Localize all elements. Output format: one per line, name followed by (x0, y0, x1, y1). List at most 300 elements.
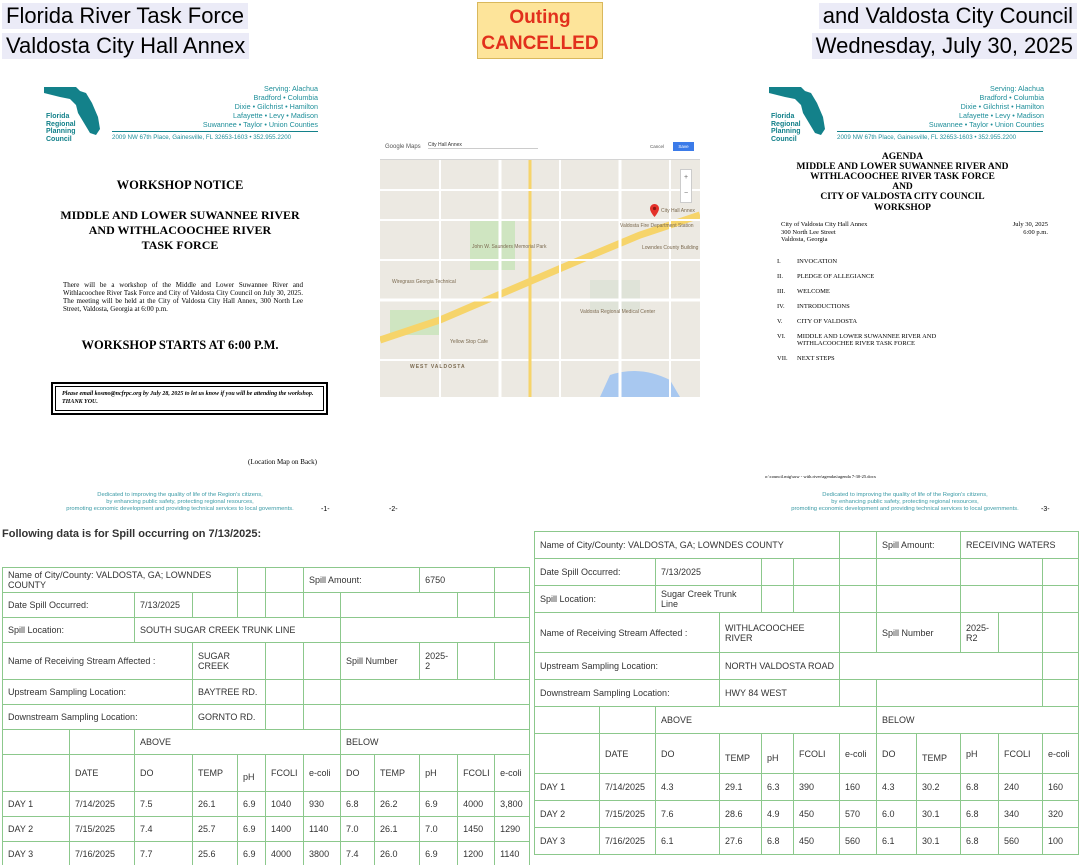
empty-cell (3, 730, 70, 755)
spill-number-label: Spill Number (341, 643, 420, 680)
table-cell: 4.3 (877, 774, 917, 801)
column-header: DATE (70, 755, 135, 792)
serving-line: Dixie • Gilchrist • Hamilton (234, 102, 318, 111)
org-line: Regional (46, 120, 76, 128)
table-cell: 1140 (304, 817, 341, 842)
downstream-value: HWY 84 WEST (720, 680, 840, 707)
column-header: TEMP (375, 755, 420, 792)
agenda-item-text: INTRODUCTIONS (797, 303, 850, 310)
table-cell: 7.0 (420, 817, 458, 842)
spill-amount-value: RECEIVING WATERS (961, 532, 1079, 559)
map-label: WEST VALDOSTA (410, 364, 466, 370)
notice-subtitle-1: MIDDLE AND LOWER SUWANNEE RIVER (60, 208, 300, 222)
table-cell: 100 (1043, 828, 1079, 855)
agenda-item-text: PLEDGE OF ALLEGIANCE (797, 273, 875, 280)
spill-number-value: 2025-2 (420, 643, 458, 680)
empty-cell (961, 586, 1043, 613)
agenda-title: CITY OF VALDOSTA CITY COUNCIL (820, 192, 985, 202)
empty-cell (238, 593, 266, 618)
table-row (535, 707, 1079, 734)
column-header: DATE (600, 734, 656, 774)
table-cell: 160 (840, 774, 877, 801)
agenda-title: WITHLACOOCHEE RIVER TASK FORCE (810, 172, 995, 182)
agenda-item-text: CITY OF VALDOSTA (797, 318, 858, 325)
serving-line: Bradford • Columbia (979, 93, 1044, 102)
table-cell: 240 (999, 774, 1043, 801)
column-header: DO (877, 734, 917, 774)
cancelled-notice-line2: CANCELLED (481, 33, 599, 54)
downstream-label: Downstream Sampling Location: (535, 680, 720, 707)
page-number: -1- (321, 506, 330, 513)
table-cell: 26.1 (193, 792, 238, 817)
table-cell: 7.4 (341, 842, 375, 865)
agenda-title: AND (892, 182, 913, 192)
column-header: TEMP (720, 734, 762, 774)
table-cell: DAY 3 (535, 828, 600, 855)
column-header: DO (135, 755, 193, 792)
empty-cell (193, 593, 238, 618)
empty-cell (1043, 680, 1079, 707)
table-cell: 1400 (266, 817, 304, 842)
table-cell: 30.1 (917, 801, 961, 828)
map-brand: Google Maps (385, 144, 421, 150)
serving-line: Bradford • Columbia (253, 93, 318, 102)
header-right-line1: and Valdosta City Council (819, 3, 1077, 29)
notice-title: WORKSHOP NOTICE (116, 178, 244, 192)
agenda-item-text: NEXT STEPS (797, 355, 835, 362)
location-label: Spill Location: (3, 618, 135, 643)
date-value: 7/13/2025 (135, 593, 193, 618)
table-cell: 25.6 (193, 842, 238, 865)
table-cell: 7/16/2025 (70, 842, 135, 865)
agenda-item (777, 273, 874, 281)
serving-line: Suwannee • Taylor • Union Counties (928, 120, 1044, 129)
empty-cell (1043, 586, 1079, 613)
table-row (3, 792, 530, 817)
table-cell: 1040 (266, 792, 304, 817)
table-cell: 26.2 (375, 792, 420, 817)
empty-cell (341, 593, 458, 618)
map-label: Valdosta Fire Department Station (620, 223, 694, 229)
map-label: Wiregrass Georgia Technical (392, 279, 456, 285)
column-header: FCOLI (794, 734, 840, 774)
table-cell: 6.0 (877, 801, 917, 828)
table-cell: 4.9 (762, 801, 794, 828)
column-header: pH (238, 755, 266, 792)
agenda-location (781, 221, 867, 244)
table-cell: 4.3 (656, 774, 720, 801)
spill-amount-label: Spill Amount: (304, 568, 420, 593)
org-line: Florida (46, 113, 70, 120)
column-header: FCOLI (458, 755, 495, 792)
column-header: TEMP (917, 734, 961, 774)
org-line: North (771, 98, 790, 105)
agenda-title: WORKSHOP (873, 203, 931, 213)
table-cell: 320 (1043, 801, 1079, 828)
table-row (3, 618, 530, 643)
empty-cell (266, 593, 304, 618)
org-line: Central (771, 105, 796, 113)
empty-cell (304, 705, 341, 730)
column-header: pH (961, 734, 999, 774)
table-cell: 3,800 (495, 792, 530, 817)
table-cell: DAY 1 (3, 792, 70, 817)
empty-cell (70, 730, 135, 755)
empty-cell (266, 705, 304, 730)
column-header: e-coli (304, 755, 341, 792)
table-cell: 1290 (495, 817, 530, 842)
map-save-button[interactable]: Save (673, 142, 694, 151)
letterhead-footer (765, 492, 1045, 513)
agenda-item-number: III. (777, 288, 786, 295)
spill-table-left (2, 567, 530, 865)
table-cell: 6.8 (341, 792, 375, 817)
rsvp-box (51, 382, 328, 415)
table-row (3, 730, 530, 755)
serving-counties (158, 84, 318, 129)
column-header: DO (341, 755, 375, 792)
column-header: FCOLI (999, 734, 1043, 774)
table-cell: 30.2 (917, 774, 961, 801)
table-cell: 930 (304, 792, 341, 817)
table-cell: 6.8 (961, 801, 999, 828)
table-cell: 7/14/2025 (70, 792, 135, 817)
table-cell: 6.1 (656, 828, 720, 855)
table-cell: 6.1 (877, 828, 917, 855)
empty-cell (961, 559, 1043, 586)
serving-counties (884, 84, 1044, 129)
agenda-filepath: o:\council.mtg\suw - with.river\agendas\agenda 7-30-25.docx (765, 474, 876, 479)
table-cell: 26.0 (375, 842, 420, 865)
table-cell: 28.6 (720, 801, 762, 828)
cancelled-notice (477, 2, 603, 59)
map-search-input[interactable]: City Hall Annex (428, 142, 538, 149)
table-cell: 25.7 (193, 817, 238, 842)
agenda-location-line: 300 North Lee Street (781, 228, 836, 236)
table-row (3, 593, 530, 618)
empty-cell (794, 559, 840, 586)
stream-value: WITHLACOOCHEE RIVER (720, 613, 840, 653)
location-label: Spill Location: (535, 586, 656, 613)
footer-line: promoting economic development and providing technical services to local governments. (66, 506, 294, 512)
empty-cell (266, 680, 304, 705)
letterhead-address: 2009 NW 67th Place, Gainesville, FL 32653-1603 • 352.955.2200 (112, 134, 292, 141)
table-cell: 7.6 (656, 801, 720, 828)
spill-amount-label: Spill Amount: (877, 532, 961, 559)
org-line: Florida (771, 113, 795, 120)
column-header: pH (420, 755, 458, 792)
agenda-item-number: I. (777, 258, 781, 265)
spill-table-right (534, 531, 1079, 855)
table-cell: 6.9 (238, 842, 266, 865)
table-cell: 6.3 (762, 774, 794, 801)
empty-cell (458, 593, 495, 618)
footer-line: Dedicated to improving the quality of life of the Region's citizens, (97, 492, 263, 498)
serving-line: Lafayette • Levy • Madison (959, 111, 1044, 120)
upstream-label: Upstream Sampling Location: (535, 653, 720, 680)
table-cell: 7.4 (135, 817, 193, 842)
table-cell: 6.9 (238, 817, 266, 842)
org-name (771, 98, 801, 143)
column-header: pH (762, 734, 794, 774)
empty-cell (794, 586, 840, 613)
agenda-date: July 30, 2025 (1012, 221, 1048, 228)
header-left-line2: Valdosta City Hall Annex (2, 33, 249, 59)
agenda-title: AGENDA (881, 152, 924, 162)
agenda-item-number: IV. (777, 303, 785, 310)
empty-cell (304, 643, 341, 680)
table-cell: 160 (1043, 774, 1079, 801)
empty-cell (495, 568, 530, 593)
agenda-item-number: V. (777, 318, 783, 325)
empty-cell (762, 559, 794, 586)
table-row (535, 801, 1079, 828)
org-line: Planning (771, 128, 801, 135)
table-row (3, 643, 530, 680)
table-cell: 1450 (458, 817, 495, 842)
agenda-location-line: Valdosta, Georgia (781, 236, 828, 243)
org-line: Central (46, 105, 71, 113)
table-row (535, 828, 1079, 855)
empty-cell (535, 734, 600, 774)
agenda-item (777, 258, 837, 266)
footer-line: by enhancing public safety, protecting regional resources, (106, 499, 254, 505)
table-row (3, 817, 530, 842)
table-cell: 7/15/2025 (70, 817, 135, 842)
table-cell: 6.9 (238, 792, 266, 817)
table-row (3, 568, 530, 593)
map-label: City Hall Annex (661, 208, 695, 214)
table-cell: 27.6 (720, 828, 762, 855)
serving-line: Suwannee • Taylor • Union Counties (202, 120, 318, 129)
city-county: Name of City/County: VALDOSTA, GA; LOWNDES COUNTY (535, 532, 840, 559)
above-header: ABOVE (135, 730, 341, 755)
letterhead-footer (40, 492, 320, 513)
table-cell: 560 (840, 828, 877, 855)
table-cell: 6.8 (961, 774, 999, 801)
table-cell: 340 (999, 801, 1043, 828)
spill-section-title: Following data is for Spill occurring on 7/13/2025: (2, 528, 262, 540)
spill-amount-value: 6750 (420, 568, 495, 593)
notice-subtitle-2: AND WITHLACOOCHEE RIVER (88, 223, 272, 237)
workshop-notice-page (0, 78, 360, 518)
table-row (3, 705, 530, 730)
org-line: Planning (46, 128, 76, 135)
serving-line: Lafayette • Levy • Madison (233, 111, 318, 120)
date-value: 7/13/2025 (656, 559, 762, 586)
table-cell: 1140 (495, 842, 530, 865)
org-name (46, 98, 76, 143)
cancelled-notice-line1: Outing (509, 7, 571, 28)
below-header: BELOW (341, 730, 530, 755)
letterhead-rule (837, 131, 1043, 132)
footer-line: Dedicated to improving the quality of life of the Region's citizens, (822, 492, 988, 498)
table-cell: 6.8 (961, 828, 999, 855)
spill-number-value: 2025-R2 (961, 613, 999, 653)
table-row (535, 653, 1079, 680)
location-map[interactable] (380, 139, 700, 397)
column-header: FCOLI (266, 755, 304, 792)
empty-cell (877, 680, 1043, 707)
table-row (535, 559, 1079, 586)
map-toolbar (380, 139, 700, 160)
org-line: Council (46, 135, 72, 143)
agenda-item-text: MIDDLE AND LOWER SUWANNEE RIVER AND (797, 333, 937, 340)
column-header: e-coli (495, 755, 530, 792)
header-left-line1: Florida River Task Force (2, 3, 248, 29)
agenda-item-number: VI. (777, 333, 786, 340)
empty-cell (341, 618, 530, 643)
agenda-time: 6:00 p.m. (1023, 228, 1048, 236)
empty-cell (238, 568, 266, 593)
org-line: North (46, 98, 65, 105)
city-county: Name of City/County: VALDOSTA, GA; LOWNDES COUNTY (3, 568, 238, 593)
footer-line: by enhancing public safety, protecting regional resources, (831, 499, 979, 505)
location-value: Sugar Creek Trunk Line (656, 586, 762, 613)
empty-cell (1043, 559, 1079, 586)
page-number: -3- (1041, 506, 1050, 513)
agenda-item (777, 288, 830, 296)
map-zoom-controls[interactable]: + − (680, 169, 692, 203)
agenda-item-number: VII. (777, 355, 788, 362)
table-cell: 6.9 (420, 792, 458, 817)
org-line: Regional (771, 120, 801, 128)
downstream-label: Downstream Sampling Location: (3, 705, 193, 730)
upstream-value: BAYTREE RD. (193, 680, 266, 705)
empty-cell (877, 559, 961, 586)
empty-cell (3, 755, 70, 792)
empty-cell (535, 707, 600, 734)
empty-cell (840, 532, 877, 559)
table-row (535, 680, 1079, 707)
table-row (3, 842, 530, 865)
agenda-item-text: WELCOME (797, 288, 830, 295)
agenda-item (777, 340, 915, 348)
empty-cell (266, 568, 304, 593)
page-number: -2- (389, 506, 398, 513)
stream-value: SUGAR CREEK (193, 643, 266, 680)
table-cell: 30.1 (917, 828, 961, 855)
map-cancel-button[interactable]: Cancel (650, 144, 665, 149)
table-cell: 7/14/2025 (600, 774, 656, 801)
letterhead-address: 2009 NW 67th Place, Gainesville, FL 32653-1603 • 352.955.2200 (837, 134, 1017, 141)
column-header: DO (656, 734, 720, 774)
empty-cell (840, 680, 877, 707)
date-label: Date Spill Occurred: (3, 593, 135, 618)
above-header: ABOVE (656, 707, 877, 734)
rsvp-text: Please email kosmo@ncfrpc.org by July 28, 2025 to let us know if you will be attending the workshop. THANK YOU. (55, 386, 324, 411)
serving-line: Serving: Alachua (264, 84, 318, 93)
spill-number-label: Spill Number (877, 613, 961, 653)
empty-cell (341, 705, 530, 730)
below-header: BELOW (877, 707, 1079, 734)
empty-cell (304, 680, 341, 705)
empty-cell (266, 643, 304, 680)
empty-cell (762, 586, 794, 613)
upstream-label: Upstream Sampling Location: (3, 680, 193, 705)
empty-cell (840, 613, 877, 653)
notice-subtitle-3: TASK FORCE (141, 238, 219, 252)
table-cell: 7.7 (135, 842, 193, 865)
footer-line: promoting economic development and providing technical services to local governments. (791, 506, 1019, 512)
empty-cell (304, 593, 341, 618)
table-cell: 3800 (304, 842, 341, 865)
empty-cell (1043, 653, 1079, 680)
empty-cell (1043, 613, 1079, 653)
table-cell: 4000 (266, 842, 304, 865)
table-cell: 450 (794, 801, 840, 828)
agenda-datetime (1013, 221, 1048, 236)
table-row (535, 774, 1079, 801)
table-cell: DAY 2 (3, 817, 70, 842)
table-cell: 6.8 (762, 828, 794, 855)
agenda-item (777, 355, 835, 363)
table-row (3, 680, 530, 705)
map-label: Lowndes County Building (642, 245, 699, 251)
table-row (535, 532, 1079, 559)
table-row (535, 613, 1079, 653)
empty-cell (840, 653, 1043, 680)
notice-body: There will be a workshop of the Middle and Lower Suwannee River and Withlacoochee River Task Force and City of Valdosta City Council on July 30, 2025. The meeting will be held at the City of Valdosta City Hall Annex, 300 North Lee Street, Valdosta, Georgia at 6:00 p.m. (63, 281, 303, 313)
map-label: Valdosta Regional Medical Center (580, 309, 656, 315)
notice-start-time: WORKSHOP STARTS AT 6:00 P.M. (81, 338, 279, 352)
stream-label: Name of Receiving Stream Affected : (535, 613, 720, 653)
empty-cell (999, 613, 1043, 653)
table-cell: 450 (794, 828, 840, 855)
column-header: TEMP (193, 755, 238, 792)
upstream-value: NORTH VALDOSTA ROAD (720, 653, 840, 680)
table-row (535, 734, 1079, 774)
empty-cell (341, 680, 530, 705)
empty-cell (495, 593, 530, 618)
column-header: e-coli (1043, 734, 1079, 774)
table-cell: 6.9 (420, 842, 458, 865)
table-cell: 4000 (458, 792, 495, 817)
empty-cell (840, 559, 877, 586)
table-row (535, 586, 1079, 613)
table-cell: DAY 3 (3, 842, 70, 865)
org-line: Council (771, 135, 797, 143)
empty-cell (458, 643, 495, 680)
table-row (3, 755, 530, 792)
header-right-line2: Wednesday, July 30, 2025 (812, 33, 1077, 59)
table-cell: DAY 1 (535, 774, 600, 801)
empty-cell (877, 586, 961, 613)
column-header: e-coli (840, 734, 877, 774)
agenda-title: MIDDLE AND LOWER SUWANNEE RIVER AND (796, 162, 1009, 172)
empty-cell (840, 586, 877, 613)
table-cell: 7/15/2025 (600, 801, 656, 828)
table-cell: 560 (999, 828, 1043, 855)
map-label: Yellow Stop Cafe (450, 339, 488, 345)
letterhead-rule (112, 131, 318, 132)
table-cell: 7/16/2025 (600, 828, 656, 855)
table-cell: DAY 2 (535, 801, 600, 828)
table-cell: 7.5 (135, 792, 193, 817)
empty-cell (495, 643, 530, 680)
location-value: SOUTH SUGAR CREEK TRUNK LINE (135, 618, 341, 643)
location-map-note: (Location Map on Back) (248, 458, 318, 466)
table-cell: 570 (840, 801, 877, 828)
date-label: Date Spill Occurred: (535, 559, 656, 586)
agenda-item (777, 318, 857, 326)
table-cell: 1200 (458, 842, 495, 865)
agenda-item-text: INVOCATION (797, 258, 838, 265)
agenda-item-number: II. (777, 273, 783, 280)
stream-label: Name of Receiving Stream Affected : (3, 643, 193, 680)
empty-cell (600, 707, 656, 734)
table-cell: 26.1 (375, 817, 420, 842)
